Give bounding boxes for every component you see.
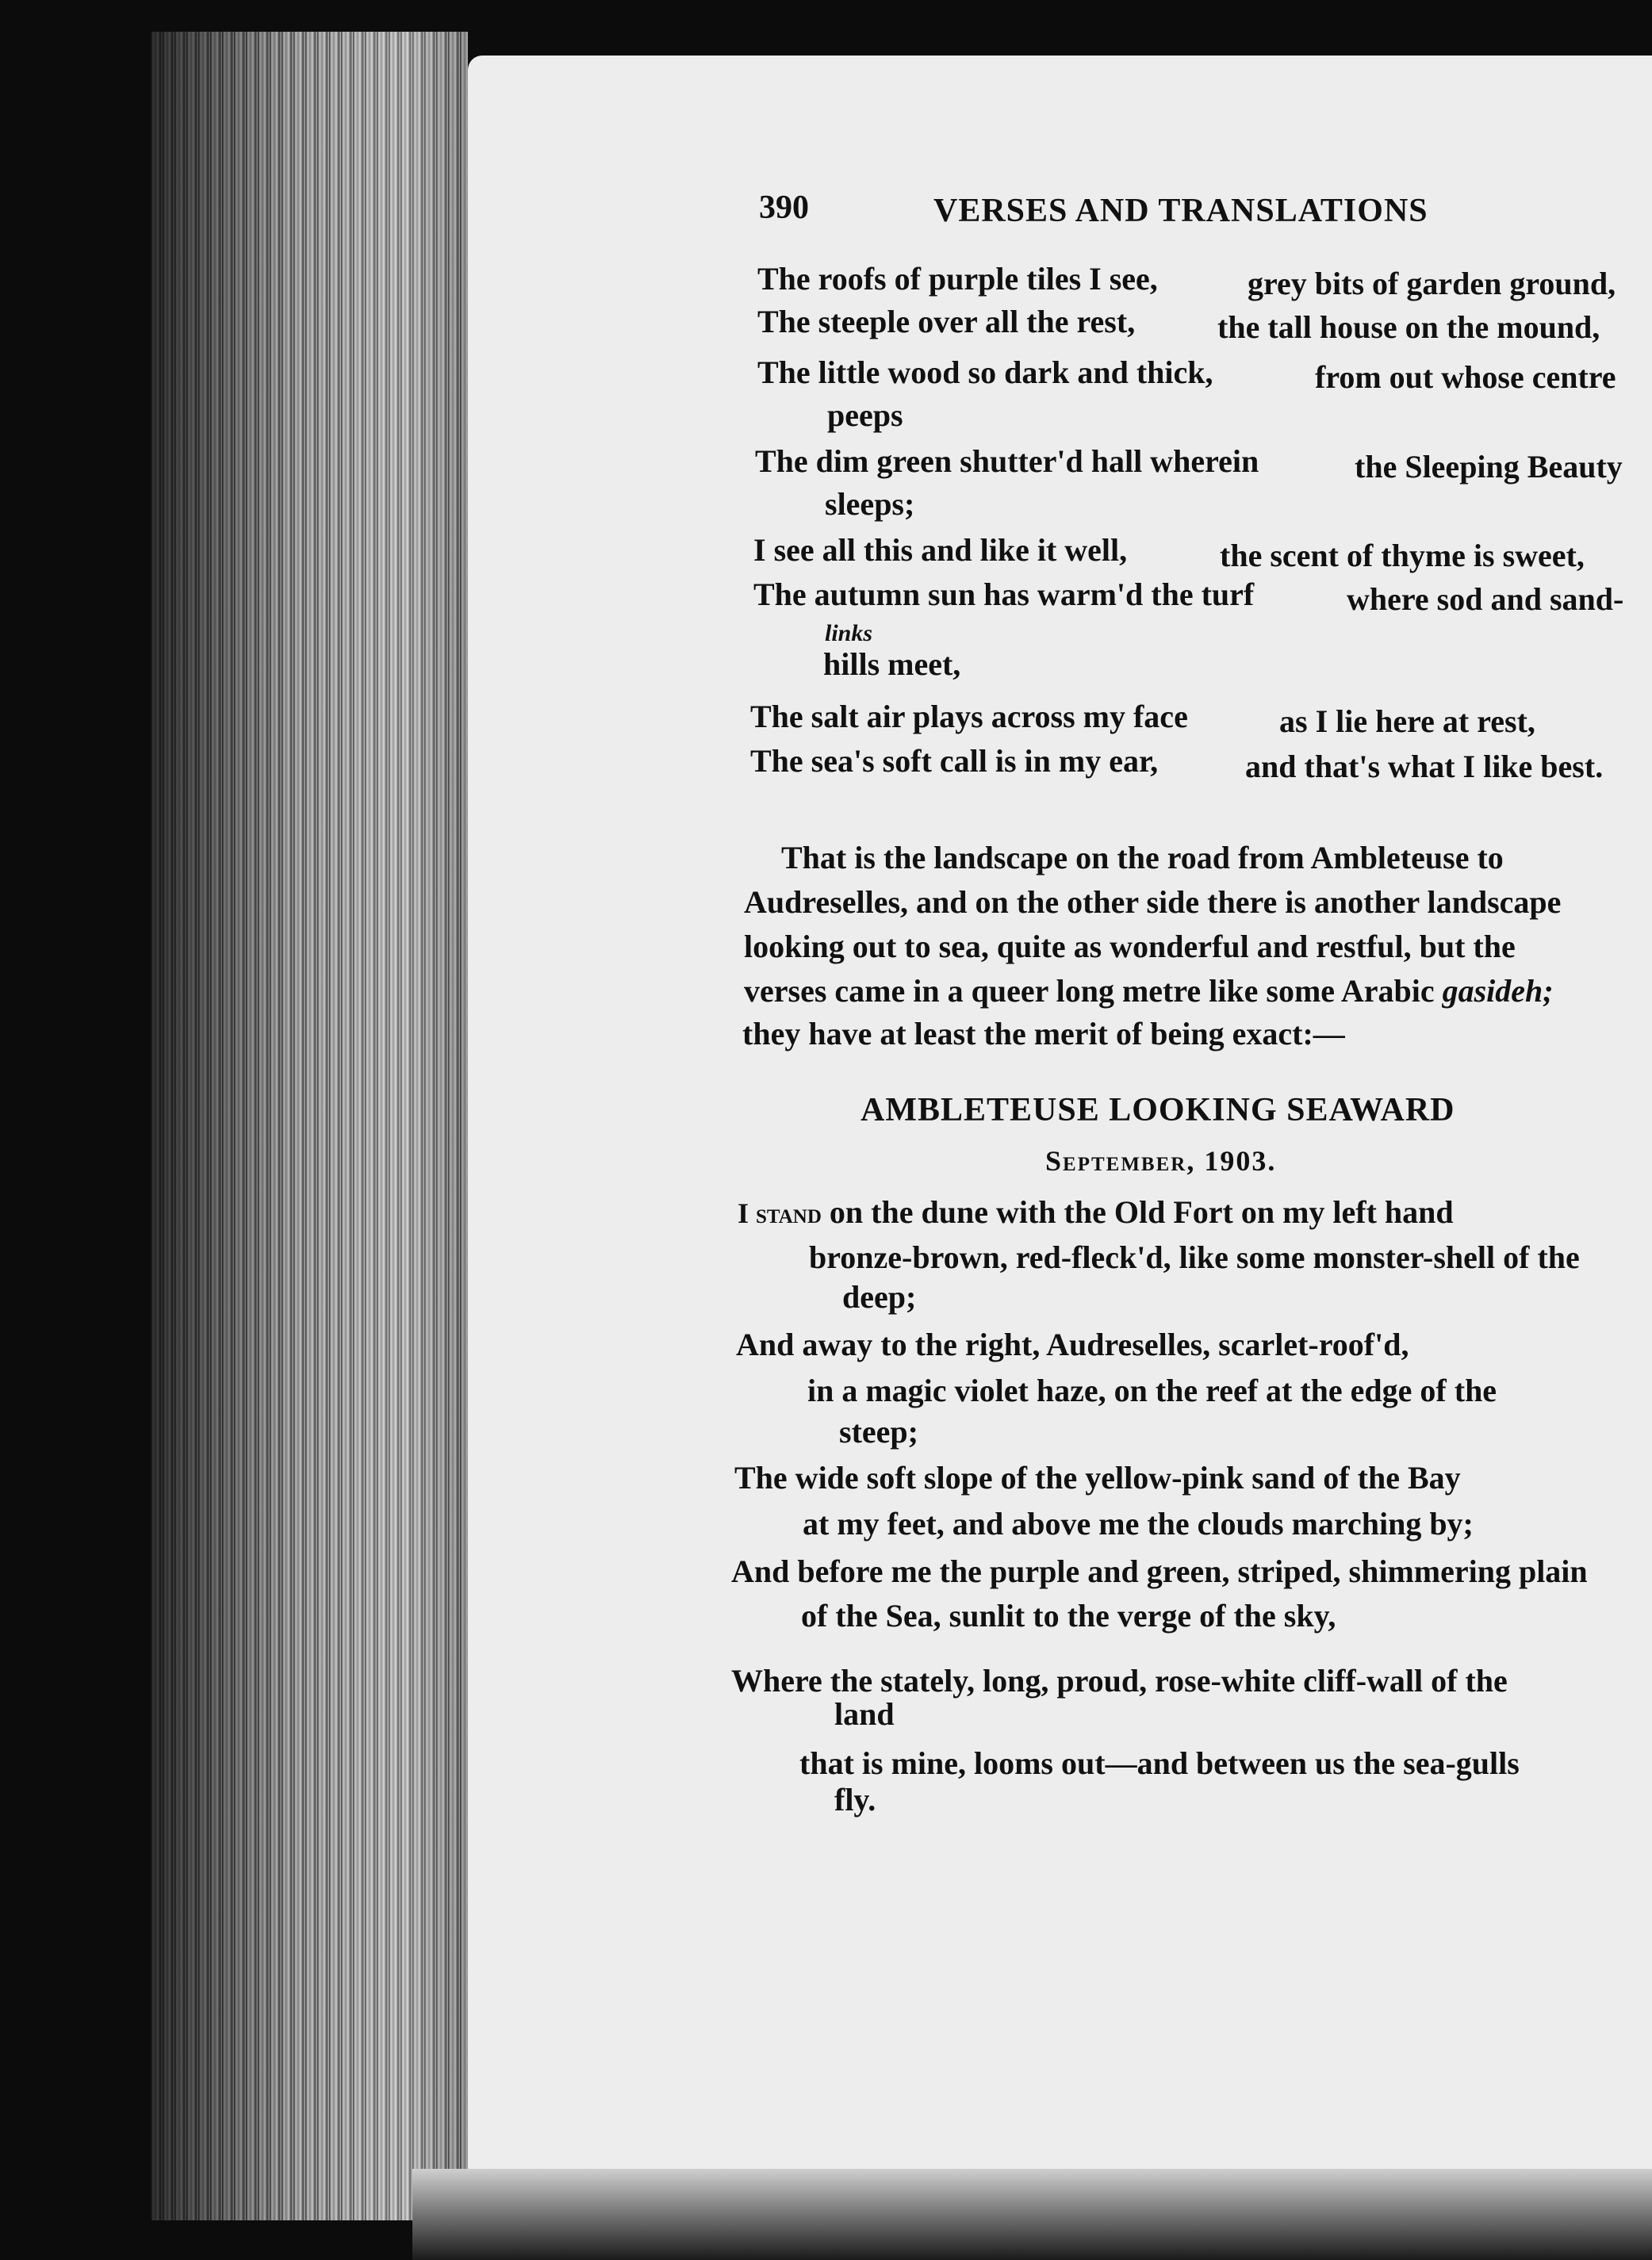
poem1-line-3b: from out whose centre [1315,359,1616,395]
poem1-line-2a: The steeple over all the rest, [757,304,1136,339]
prose-line-1: That is the landscape on the road from Ambleteuse to [781,840,1504,875]
poem2-line-2: bronze-brown, red-fleck'd, like some monster-shell of the [809,1239,1580,1275]
poem2-line-1 [738,1193,1454,1232]
poem2-line-7: The wide soft slope of the yellow-pink sand of the Bay [734,1460,1461,1496]
poem1-line-3c: peeps [827,397,903,433]
poem2-line-6: steep; [839,1414,918,1450]
poem2-line-14: fly. [834,1782,876,1818]
poem1-line-1b: grey bits of garden ground, [1248,266,1616,301]
poem1-line-7a: The salt air plays across my face [750,699,1188,734]
poem2-line-10: of the Sea, sunlit to the verge of the sky, [801,1598,1336,1634]
poem2-title: AMBLETEUSE LOOKING SEAWARD [860,1092,1455,1128]
poem2-first-word: I stand [738,1197,822,1229]
poem2-line-3: deep; [842,1279,917,1315]
poem1-line-6c: links [825,620,873,646]
poem1-line-4a: The dim green shutter'd hall wherein [755,443,1259,479]
poem1-line-6d: hills meet, [823,646,961,682]
poem1-line-8b: and that's what I like best. [1245,749,1604,784]
poem1-line-5b: the scent of thyme is sweet, [1220,538,1585,573]
running-title: VERSES AND TRANSLATIONS [933,193,1428,229]
poem1-line-6a: The autumn sun has warm'd the turf [753,576,1255,612]
poem1-line-8a: The sea's soft call is in my ear, [750,743,1159,779]
poem1-line-5a: I see all this and like it well, [753,532,1128,568]
poem2-line-13: that is mine, looms out—and between us the sea-gulls [799,1745,1520,1781]
poem1-line-2b: the tall house on the mound, [1217,309,1600,345]
poem1-line-1a: The roofs of purple tiles I see, [757,261,1158,297]
book-edge-shadow [151,32,468,2220]
poem2-line-12: land [834,1696,895,1732]
prose-arabic-word: gasideh; [1442,973,1554,1009]
poem2-line-11: Where the stately, long, proud, rose-white cliff-wall of the [731,1663,1508,1699]
prose-line-5: they have at least the merit of being exact:— [742,1016,1345,1051]
poem2-line-1-text: on the dune with the Old Fort on my left hand [829,1194,1454,1230]
prose-line-4 [744,972,1554,1010]
poem1-line-4b: the Sleeping Beauty [1355,449,1623,485]
poem2-line-5: in a magic violet haze, on the reef at the edge of the [807,1373,1497,1408]
poem2-date: September, 1903. [1045,1145,1277,1177]
poem1-line-4c: sleeps; [825,486,915,522]
poem2-line-8: at my feet, and above me the clouds marching by; [803,1506,1474,1542]
poem2-line-4: And away to the right, Audreselles, scarlet-roof'd, [736,1327,1409,1362]
poem1-line-7b: as I lie here at rest, [1279,703,1535,739]
page-number: 390 [759,190,809,226]
poem2-line-9: And before me the purple and green, striped, shimmering plain [731,1553,1588,1589]
prose-line-2: Audreselles, and on the other side there is another landscape [744,884,1562,920]
prose-line-3: looking out to sea, quite as wonderful and restful, but the [744,929,1516,964]
prose-line-4-text: verses came in a queer long metre like some Arabic [744,973,1435,1009]
poem1-line-6b: where sod and sand- [1347,581,1624,617]
page-bottom-edge [412,2169,1652,2260]
poem1-line-3a: The little wood so dark and thick, [757,354,1213,390]
